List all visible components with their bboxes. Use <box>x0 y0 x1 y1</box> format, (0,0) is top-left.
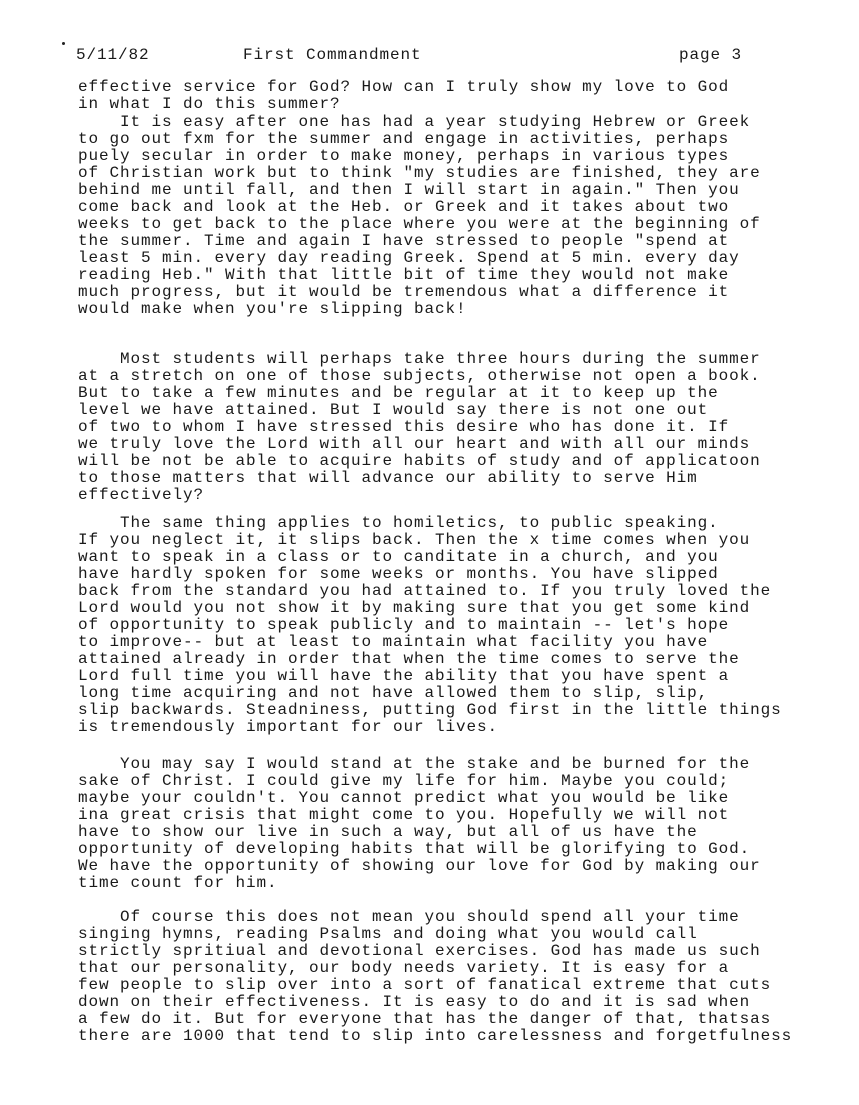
text-line: slip backwards. Steadniness, putting God first in the little things <box>78 701 782 719</box>
text-line: weeks to get back to the place where you were at the beginning of <box>78 215 761 233</box>
text-line: sake of Christ. I could give my life for him. Maybe you could; <box>78 772 730 790</box>
text-line: least 5 min. every day reading Greek. Spend at 5 min. every day <box>78 249 740 267</box>
text-line: few people to slip over into a sort of fanatical extreme that cuts <box>78 976 772 994</box>
text-line: there are 1000 that tend to slip into carelessness and forgetfulness <box>78 1027 793 1045</box>
paper-speck <box>62 42 65 45</box>
text-line: we truly love the Lord with all our heart and with all our minds <box>78 435 751 453</box>
text-line: of opportunity to speak publicly and to maintain -- let's hope <box>78 616 730 634</box>
text-line: have hardly spoken for some weeks or months. You have slipped <box>78 565 719 583</box>
text-line: We have the opportunity of showing our love for God by making our <box>78 857 761 875</box>
text-line: level we have attained. But I would say there is not one out <box>78 401 709 419</box>
text-line: time count for him. <box>78 874 278 892</box>
text-line: Of course this does not mean you should spend all your time <box>78 908 740 926</box>
text-line: of two to whom I have stressed this desire who has done it. If <box>78 418 730 436</box>
text-line: Most students will perhaps take three hours during the summer <box>78 350 761 368</box>
text-line: If you neglect it, it slips back. Then the x time comes when you <box>78 531 751 549</box>
text-line: Lord full time you will have the ability that you have spent a <box>78 667 730 685</box>
text-line: opportunity of developing habits that will be glorifying to God. <box>78 840 751 858</box>
text-line: have to show our live in such a way, but all of us have the <box>78 823 698 841</box>
text-line: of Christian work but to think "my studies are finished, they are <box>78 164 761 182</box>
text-line: You may say I would stand at the stake and be burned for the <box>78 755 751 773</box>
text-line: to those matters that will advance our ability to serve Him <box>78 469 698 487</box>
text-line: long time acquiring and not have allowed them to slip, slip, <box>78 684 709 702</box>
text-line: maybe your couldn't. You cannot predict what you would be like <box>78 789 730 807</box>
text-line: Lord would you not show it by making sure that you get some kind <box>78 599 751 617</box>
text-line: much progress, but it would be tremendous what a difference it <box>78 283 730 301</box>
text-line: a few do it. But for everyone that has the danger of that, thatsas <box>78 1010 772 1028</box>
text-line: is tremendously important for our lives. <box>78 718 499 736</box>
text-line: back from the standard you had attained to. If you truly loved the <box>78 582 772 600</box>
paragraph <box>78 114 761 318</box>
text-line: effective service for God? How can I truly show my love to God <box>78 78 730 96</box>
paragraph <box>78 909 792 1045</box>
paragraph <box>78 515 782 736</box>
text-line: puely secular in order to make money, perhaps in various types <box>78 147 730 165</box>
text-line: to go out fxm for the summer and engage in activities, perhaps <box>78 130 730 148</box>
text-line: ina great crisis that might come to you. Hopefully we will not <box>78 806 730 824</box>
text-line: at a stretch on one of those subjects, otherwise not open a book. <box>78 367 761 385</box>
text-line: It is easy after one has had a year studying Hebrew or Greek <box>78 113 751 131</box>
text-line: down on their effectiveness. It is easy to do and it is sad when <box>78 993 751 1011</box>
text-line: But to take a few minutes and be regular at it to keep up the <box>78 384 719 402</box>
paragraph <box>78 79 729 113</box>
text-line: come back and look at the Heb. or Greek and it takes about two <box>78 198 730 216</box>
header-page-number: page 3 <box>679 46 743 64</box>
text-line: effectively? <box>78 486 205 504</box>
header-date: 5/11/82 <box>76 46 150 64</box>
text-line: to improve-- but at least to maintain what facility you have <box>78 633 709 651</box>
text-line: the summer. Time and again I have stressed to people "spend at <box>78 232 730 250</box>
header-title: First Commandment <box>243 46 422 64</box>
text-line: would make when you're slipping back! <box>78 300 467 318</box>
text-line: reading Heb." With that little bit of time they would not make <box>78 266 730 284</box>
page-header <box>0 0 859 72</box>
text-line: The same thing applies to homiletics, to public speaking. <box>78 514 719 532</box>
text-line: strictly spritiual and devotional exercises. God has made us such <box>78 942 761 960</box>
text-line: attained already in order that when the time comes to serve the <box>78 650 740 668</box>
text-line: in what I do this summer? <box>78 95 341 113</box>
text-line: that our personality, our body needs variety. It is easy for a <box>78 959 730 977</box>
paragraph <box>78 756 761 892</box>
text-line: will be not be able to acquire habits of study and of applicatoon <box>78 452 761 470</box>
text-line: singing hymns, reading Psalms and doing what you would call <box>78 925 698 943</box>
text-line: want to speak in a class or to canditate in a church, and you <box>78 548 719 566</box>
text-line: behind me until fall, and then I will start in again." Then you <box>78 181 740 199</box>
paragraph <box>78 351 761 504</box>
